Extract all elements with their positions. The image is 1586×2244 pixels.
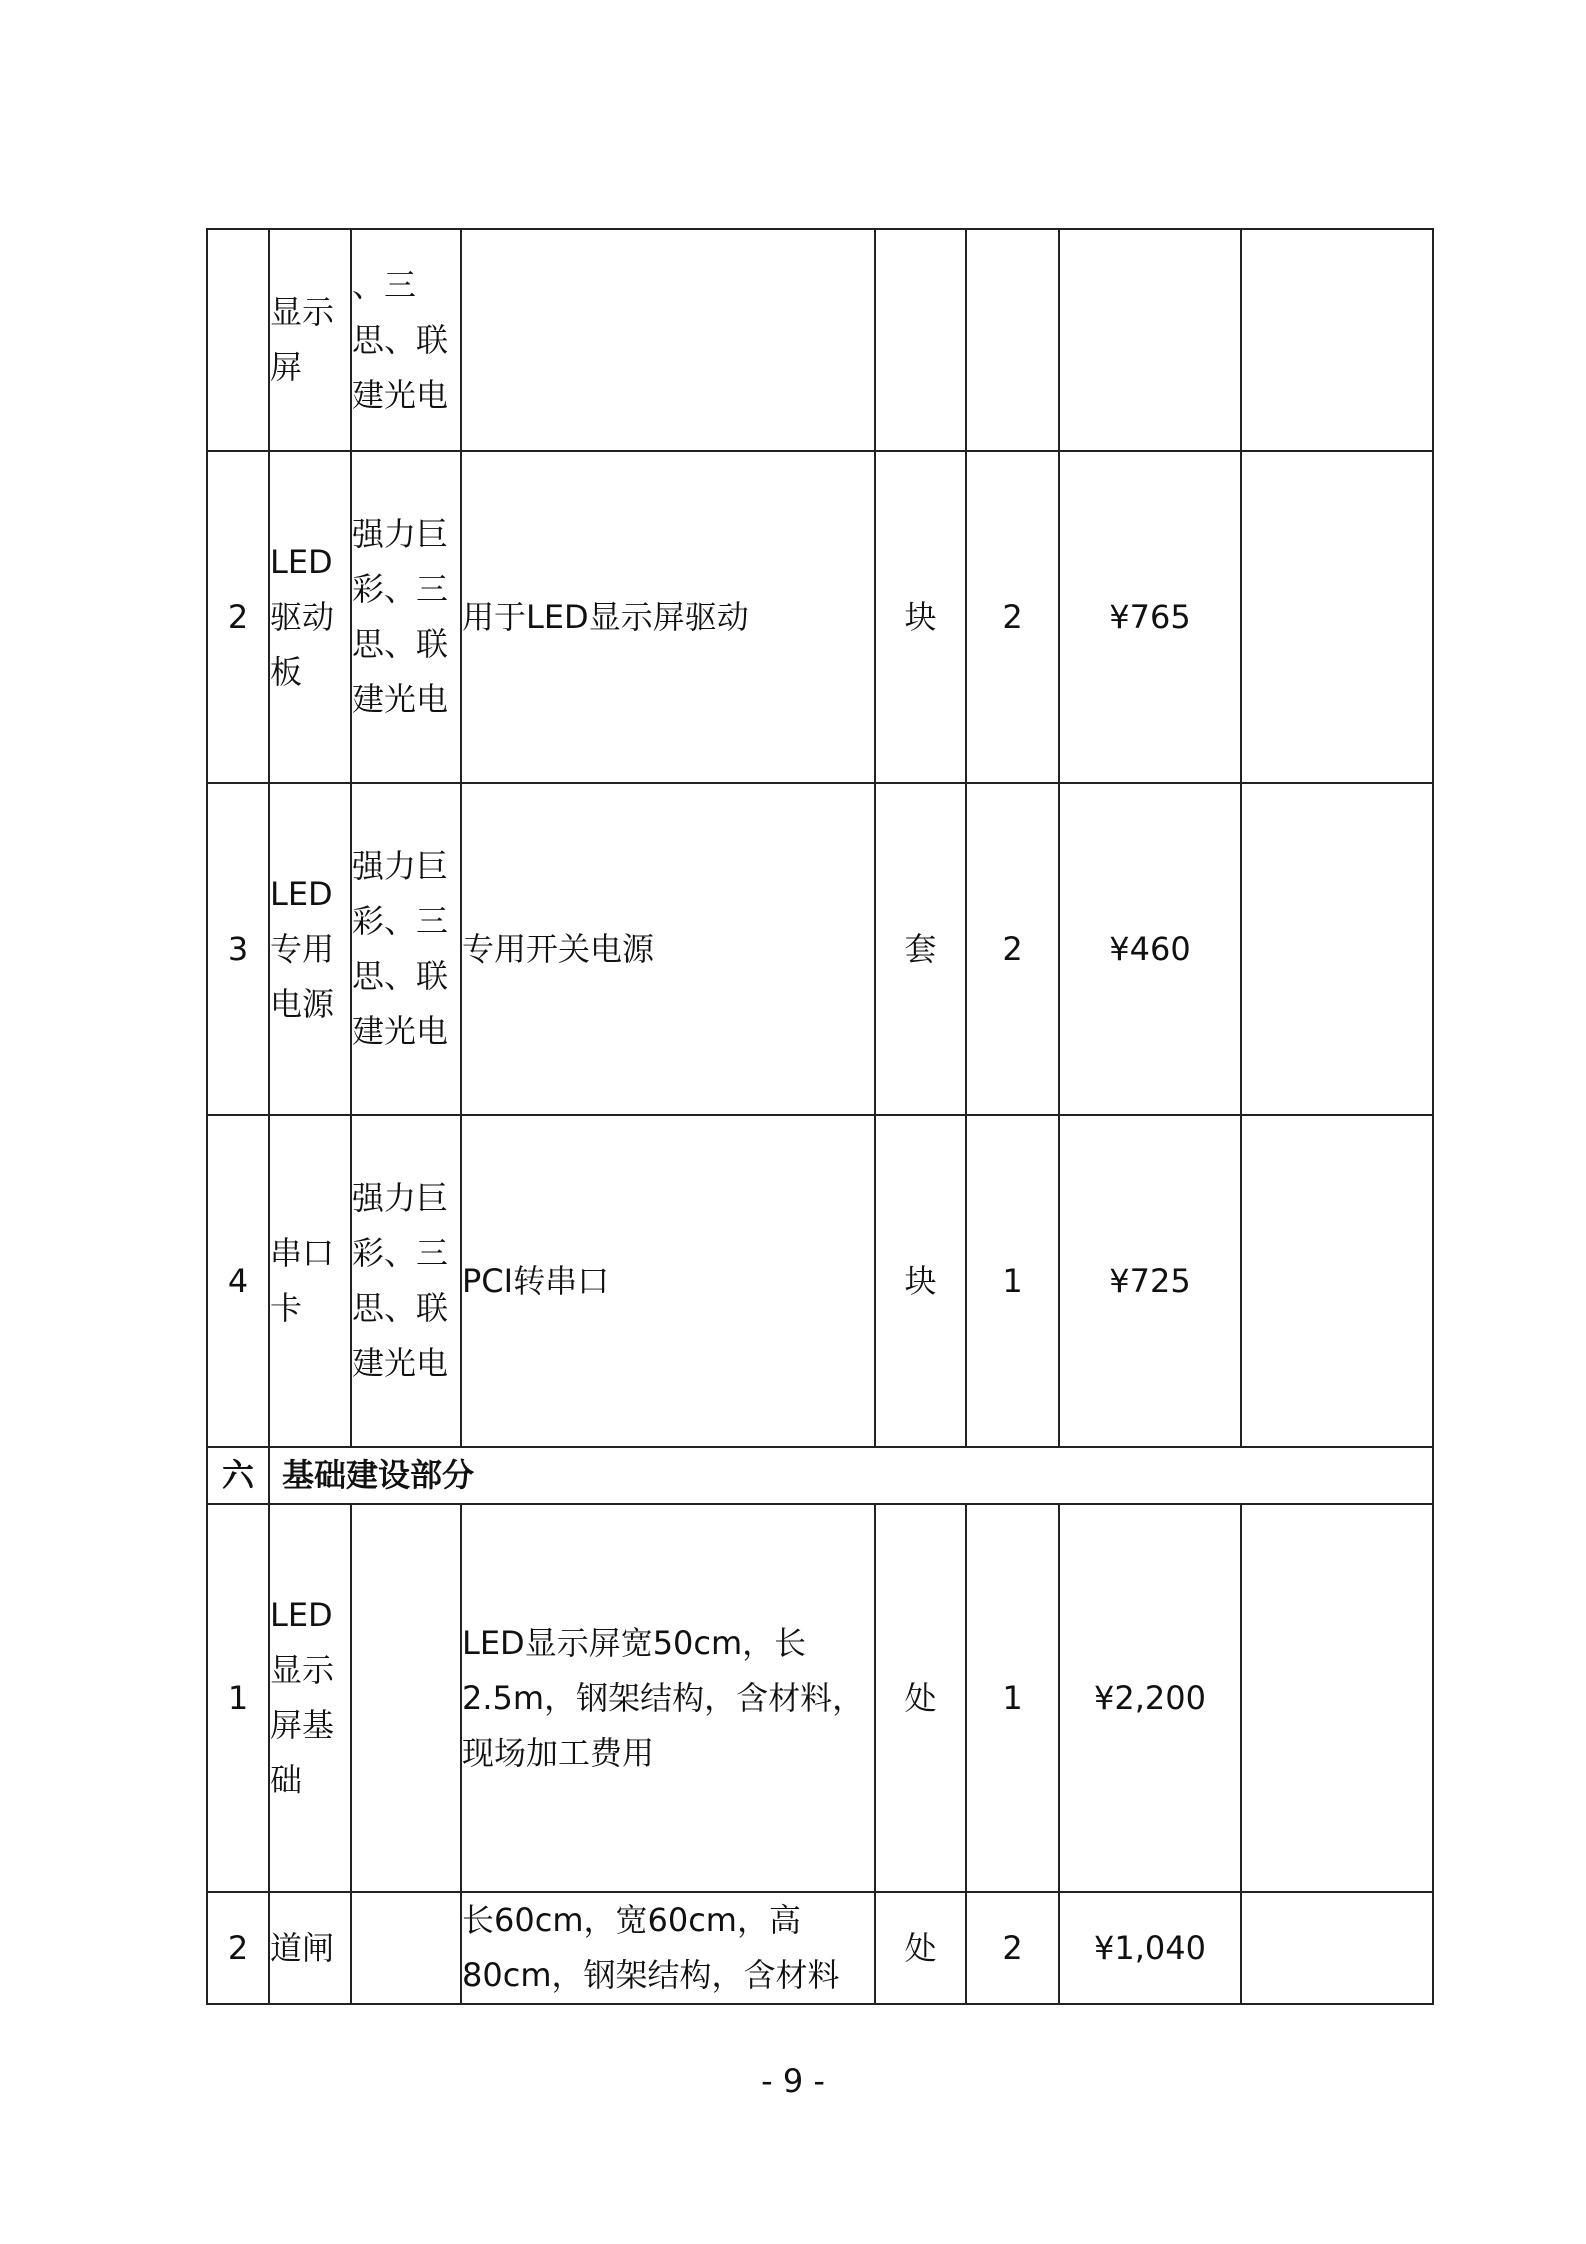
cell-price: ¥1,040 <box>1059 1892 1241 2004</box>
cell-price: ¥2,200 <box>1059 1504 1241 1892</box>
cell-name <box>269 229 351 451</box>
cell-unit <box>875 229 966 451</box>
cell-note <box>1241 1892 1433 2004</box>
cell-name <box>269 1892 351 2004</box>
cell-no: 4 <box>207 1115 269 1447</box>
item-brand: 强力巨彩、三思、联建光电 <box>352 1179 449 1382</box>
table-row <box>207 1115 1433 1447</box>
cell-brand <box>351 1892 461 2004</box>
cell-unit: 处 <box>875 1504 966 1892</box>
cell-spec: LED显示屏宽50cm，长2.5m，钢架结构，含材料，现场加工费用 <box>461 1504 875 1892</box>
cell-name <box>269 1115 351 1447</box>
cell-spec: 专用开关电源 <box>461 783 875 1115</box>
cell-unit: 套 <box>875 783 966 1115</box>
cell-brand <box>351 451 461 783</box>
item-brand: 强力巨彩、三思、联建光电 <box>352 847 449 1050</box>
cell-brand <box>351 1504 461 1892</box>
item-name: 显示屏 <box>270 293 335 386</box>
cell-note <box>1241 229 1433 451</box>
cell-note <box>1241 783 1433 1115</box>
cell-price: ¥725 <box>1059 1115 1241 1447</box>
item-name: 道闸 <box>270 1928 335 1967</box>
cell-note <box>1241 451 1433 783</box>
item-name: LED专用电源 <box>270 874 335 1023</box>
cell-qty: 2 <box>966 1892 1059 2004</box>
cell-qty: 2 <box>966 783 1059 1115</box>
cell-no: 3 <box>207 783 269 1115</box>
table-row <box>207 783 1433 1115</box>
cell-qty: 1 <box>966 1115 1059 1447</box>
table-row <box>207 1892 1433 2004</box>
cell-unit: 处 <box>875 1892 966 2004</box>
item-brand: 强力巨彩、三思、联建光电 <box>352 515 449 718</box>
cell-no: 1 <box>207 1504 269 1892</box>
cell-price: ¥460 <box>1059 783 1241 1115</box>
cell-price: ¥765 <box>1059 451 1241 783</box>
section-title: 基础建设部分 <box>269 1447 1433 1504</box>
item-name: LED显示屏基础 <box>270 1596 335 1799</box>
cell-name <box>269 783 351 1115</box>
cell-price <box>1059 229 1241 451</box>
table-row <box>207 451 1433 783</box>
item-name: 串口卡 <box>270 1234 335 1327</box>
cell-spec: 用于LED显示屏驱动 <box>461 451 875 783</box>
item-brand: 、三思、联建光电 <box>352 265 449 414</box>
quotation-table <box>206 228 1434 2005</box>
cell-name <box>269 451 351 783</box>
cell-unit: 块 <box>875 451 966 783</box>
page-number: - 9 - <box>761 2062 825 2100</box>
cell-brand <box>351 229 461 451</box>
cell-qty: 2 <box>966 451 1059 783</box>
cell-no <box>207 229 269 451</box>
cell-spec: 长60cm，宽60cm，高80cm，钢架结构，含材料 <box>461 1892 875 2004</box>
item-name: LED驱动板 <box>270 542 335 691</box>
table-row <box>207 1504 1433 1892</box>
cell-no: 2 <box>207 451 269 783</box>
cell-spec <box>461 229 875 451</box>
cell-unit: 块 <box>875 1115 966 1447</box>
section-row <box>207 1447 1433 1504</box>
cell-qty <box>966 229 1059 451</box>
cell-no: 2 <box>207 1892 269 2004</box>
cell-note <box>1241 1115 1433 1447</box>
cell-name <box>269 1504 351 1892</box>
table-row <box>207 229 1433 451</box>
cell-qty: 1 <box>966 1504 1059 1892</box>
cell-brand <box>351 783 461 1115</box>
cell-brand <box>351 1115 461 1447</box>
cell-spec: PCI转串口 <box>461 1115 875 1447</box>
section-number: 六 <box>207 1447 269 1504</box>
cell-note <box>1241 1504 1433 1892</box>
